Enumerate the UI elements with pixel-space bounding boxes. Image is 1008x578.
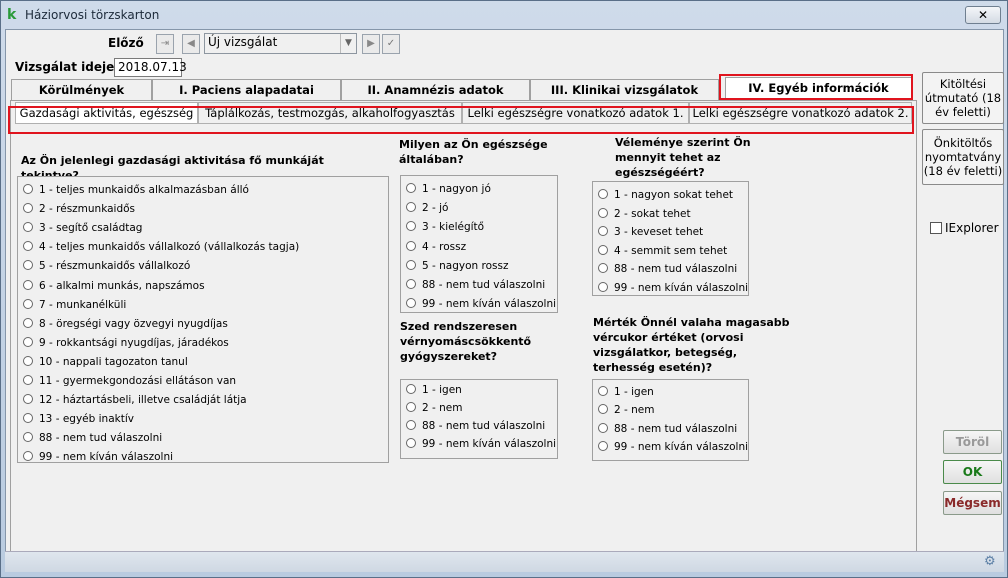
radio-label: 12 - háztartásbeli, illetve családját látja — [39, 394, 247, 407]
radio-button[interactable] — [406, 438, 416, 448]
subtab-economic[interactable]: Gazdasági aktivitás, egészség — [15, 102, 198, 124]
next-arrow-icon[interactable]: ▶ — [362, 34, 380, 54]
radio-option[interactable] — [406, 400, 463, 416]
delete-button[interactable]: Töröl — [943, 430, 1002, 454]
q4-title: Véleménye szerint Ön mennyit tehet az egészségéért? — [615, 136, 751, 179]
radio-button[interactable] — [406, 420, 416, 430]
radio-option[interactable] — [23, 449, 173, 465]
tab-circumstances[interactable]: Körülmények — [11, 79, 152, 101]
radio-label: 3 - keveset tehet — [614, 226, 704, 239]
q3-title: Szed rendszeresen vérnyomáscsökkentő gyógyszereket? — [400, 320, 532, 363]
window-title: Háziorvosi törzskarton — [25, 8, 160, 22]
q1-title: Az Ön jelenlegi gazdasági aktivitása fő munkáját — [21, 154, 324, 167]
tab-clinical[interactable]: III. Klinikai vizsgálatok — [530, 79, 719, 101]
highlight-sub-tabs — [8, 106, 914, 134]
radio-button[interactable] — [23, 337, 33, 347]
radio-button[interactable] — [23, 375, 33, 385]
radio-option[interactable] — [406, 258, 509, 274]
radio-option[interactable] — [23, 430, 162, 446]
radio-label: 99 - nem kíván válaszolni — [39, 451, 174, 464]
radio-button[interactable] — [598, 282, 608, 292]
radio-button[interactable] — [23, 318, 33, 328]
radio-label: 99 - nem kíván válaszolni — [614, 282, 749, 294]
radio-label: 99 - nem kíván válaszolni — [422, 438, 557, 450]
client-area — [5, 29, 1004, 572]
radio-button[interactable] — [406, 384, 416, 394]
radio-button[interactable] — [23, 413, 33, 423]
tab-panel — [10, 100, 917, 552]
radio-label: 5 - részmunkaidős vállalkozó — [39, 260, 191, 273]
radio-option[interactable] — [598, 402, 655, 418]
radio-option[interactable] — [23, 392, 247, 408]
radio-option[interactable] — [23, 354, 188, 370]
radio-option[interactable] — [406, 200, 449, 216]
subtab-mental-2[interactable]: Lelki egészségre vonatkozó adatok 2. — [689, 102, 912, 124]
tab-patient-data[interactable]: I. Paciens alapadatai — [152, 79, 341, 101]
radio-label: 1 - teljes munkaidős alkalmazásban álló — [39, 184, 249, 196]
radio-label: 8 - öregségi vagy özvegyi nyugdíjas — [39, 317, 228, 330]
radio-button[interactable] — [406, 183, 416, 193]
radio-label: 5 - nagyon rossz — [422, 259, 509, 272]
tab-anamnesis[interactable]: II. Anamnézis adatok — [341, 79, 530, 101]
radio-button[interactable] — [598, 208, 608, 218]
status-bar — [5, 551, 1004, 572]
radio-button[interactable] — [406, 241, 416, 251]
radio-label: 1 - igen — [614, 386, 654, 398]
q2-radio-group — [400, 175, 558, 313]
radio-button[interactable] — [23, 451, 33, 461]
self-fill-button[interactable]: Önkitöltős nyomtatvány (18 év feletti) — [922, 129, 1004, 185]
radio-label: 99 - nem kíván válaszolni — [422, 298, 557, 311]
radio-label: 11 - gyermekgondozási ellátáson van — [39, 375, 237, 387]
radio-label: 7 - munkanélküli — [39, 298, 127, 311]
radio-label: 13 - egyéb inaktív — [39, 413, 134, 426]
radio-label: 1 - nagyon jó — [422, 183, 491, 195]
radio-option[interactable] — [23, 278, 205, 294]
radio-label: 3 - segítő családtag — [39, 222, 143, 235]
settings-icon[interactable]: ⚙ — [984, 554, 996, 569]
radio-option[interactable] — [598, 243, 727, 259]
radio-option[interactable] — [23, 201, 135, 217]
highlight-main-tab — [719, 74, 913, 100]
radio-button[interactable] — [23, 260, 33, 270]
radio-option[interactable] — [23, 335, 229, 351]
radio-option[interactable] — [598, 384, 654, 400]
radio-label: 88 - nem tud válaszolni — [614, 263, 738, 276]
tab-other-info[interactable]: IV. Egyéb információk — [725, 77, 912, 101]
radio-label: 10 - nappali tagozaton tanul — [39, 355, 188, 368]
radio-label: 6 - alkalmi munkás, napszámos — [39, 279, 205, 292]
radio-option[interactable] — [23, 182, 249, 198]
radio-option[interactable] — [406, 436, 556, 452]
radio-label: 2 - nem — [614, 404, 655, 417]
radio-label: 99 - nem kíván válaszolni — [614, 441, 749, 454]
radio-option[interactable] — [406, 296, 556, 312]
radio-label: 88 - nem tud válaszolni — [39, 432, 163, 445]
chevron-down-icon[interactable]: ▼ — [340, 34, 356, 53]
radio-label: 88 - nem tud válaszolni — [422, 279, 546, 291]
radio-button[interactable] — [23, 356, 33, 366]
radio-label: 3 - kielégítő — [422, 221, 485, 234]
radio-option[interactable] — [23, 239, 299, 255]
title-bar — [1, 1, 1007, 29]
radio-label: 4 - rossz — [422, 240, 467, 253]
radio-option[interactable] — [598, 280, 748, 296]
radio-option[interactable] — [23, 411, 134, 427]
radio-label: 9 - rokkantsági nyugdíjas, járadékos — [39, 336, 229, 349]
radio-button[interactable] — [406, 202, 416, 212]
radio-option[interactable] — [23, 316, 228, 332]
radio-option[interactable] — [406, 382, 462, 398]
radio-option[interactable] — [406, 418, 545, 434]
radio-button[interactable] — [406, 279, 416, 289]
radio-option[interactable] — [23, 220, 142, 236]
cancel-button[interactable]: Mégsem — [943, 491, 1002, 515]
radio-button[interactable] — [406, 221, 416, 231]
radio-label: 2 - nem — [422, 402, 463, 414]
q1-radio-group — [17, 176, 389, 463]
radio-label: 1 - nagyon sokat tehet — [614, 189, 734, 201]
iexplorer-label: IExplorer — [945, 221, 999, 235]
radio-option[interactable] — [23, 373, 236, 389]
q4-radio-group — [592, 181, 749, 296]
radio-button[interactable] — [23, 299, 33, 309]
radio-label: 2 - részmunkaidős — [39, 203, 136, 216]
radio-button[interactable] — [598, 441, 608, 451]
ok-button[interactable]: OK — [943, 460, 1002, 484]
radio-option[interactable] — [598, 224, 703, 240]
radio-button[interactable] — [598, 423, 608, 433]
radio-label: 2 - jó — [422, 202, 449, 215]
radio-label: 88 - nem tud válaszolni — [422, 420, 546, 432]
radio-button[interactable] — [598, 189, 608, 199]
radio-button[interactable] — [23, 203, 33, 213]
q5-radio-group — [592, 379, 749, 461]
radio-button[interactable] — [406, 260, 416, 270]
prev-label: Előző — [108, 36, 144, 50]
exit-icon[interactable]: ⇥ — [156, 34, 174, 54]
radio-option[interactable] — [406, 219, 484, 235]
app-logo-icon: k — [7, 7, 17, 23]
radio-button[interactable] — [23, 184, 33, 194]
iexplorer-checkbox[interactable] — [930, 221, 999, 235]
radio-button[interactable] — [598, 245, 608, 255]
radio-option[interactable] — [598, 187, 733, 203]
exam-select[interactable] — [204, 33, 357, 54]
radio-label: 4 - semmit sem tehet — [614, 244, 728, 257]
radio-label: 4 - teljes munkaidős vállalkozó (vállalkozás tagja) — [39, 241, 300, 254]
guide-button[interactable]: Kitöltési útmutató (18 év feletti) — [922, 72, 1004, 124]
radio-button[interactable] — [598, 386, 608, 396]
radio-label: 2 - sokat tehet — [614, 207, 691, 220]
radio-option[interactable] — [406, 277, 545, 293]
subtab-nutrition[interactable]: Táplálkozás, testmozgás, alkaholfogyasztás — [198, 102, 462, 124]
checkmark-icon[interactable]: ✓ — [382, 34, 400, 54]
q5-title: Mérték Önnél valaha magasabb vércukor értéket (orvosi vizsgálatkor, betegség, terhesség esetén)? — [593, 316, 790, 374]
radio-button[interactable] — [23, 432, 33, 442]
q2-title: Milyen az Ön egészsége általában? — [399, 138, 548, 166]
radio-button[interactable] — [598, 226, 608, 236]
radio-button[interactable] — [23, 394, 33, 404]
radio-option[interactable] — [598, 261, 737, 277]
checkbox-box[interactable] — [930, 222, 942, 234]
radio-button[interactable] — [598, 404, 608, 414]
radio-option[interactable] — [23, 297, 126, 313]
radio-label: 1 - igen — [422, 384, 462, 396]
exam-date-label: Vizsgálat ideje — [15, 60, 115, 74]
radio-button[interactable] — [598, 263, 608, 273]
radio-option[interactable] — [598, 439, 748, 455]
radio-label: 88 - nem tud válaszolni — [614, 422, 738, 435]
radio-option[interactable] — [598, 206, 691, 222]
q3-radio-group — [400, 379, 558, 459]
radio-button[interactable] — [23, 222, 33, 232]
close-button[interactable]: ✕ — [965, 6, 1001, 24]
radio-button[interactable] — [406, 402, 416, 412]
exam-date-field[interactable]: 2018.07.13 — [114, 58, 182, 77]
radio-button[interactable] — [406, 298, 416, 308]
radio-option[interactable] — [23, 258, 190, 274]
exam-select-value: Új vizsgálat — [208, 35, 278, 49]
radio-option[interactable] — [598, 421, 737, 437]
radio-option[interactable] — [406, 181, 491, 197]
radio-button[interactable] — [23, 241, 33, 251]
radio-button[interactable] — [23, 280, 33, 290]
subtab-mental-1[interactable]: Lelki egészségre vonatkozó adatok 1. — [462, 102, 689, 124]
radio-option[interactable] — [406, 239, 466, 255]
prev-arrow-icon[interactable]: ◀ — [182, 34, 200, 54]
